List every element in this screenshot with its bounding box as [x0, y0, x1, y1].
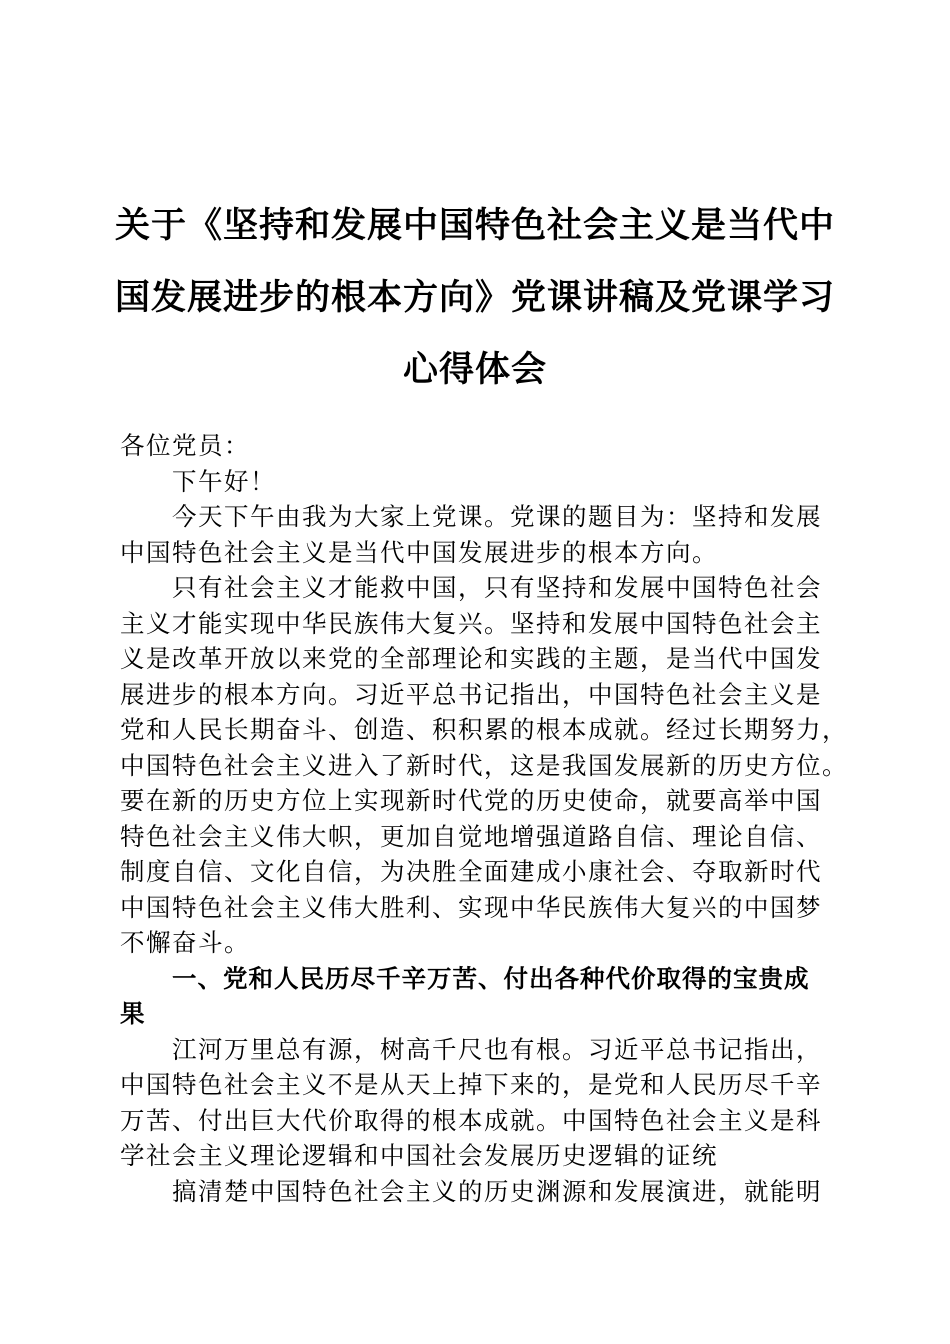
text-line: 制度自信、文化自信，为决胜全面建成小康社会、夺取新时代: [120, 857, 822, 886]
title-line: 心得体会: [402, 350, 547, 390]
text-line: 要在新的历史方位上实现新时代党的历史使命，就要高举中国: [120, 786, 822, 815]
text-line: 中国特色社会主义伟大胜利、实现中华民族伟大复兴的中国梦: [120, 892, 822, 922]
text-line: 中国特色社会主义是当代中国发展进步的根本方向。: [120, 537, 718, 567]
text-line: 一、党和人民历尽千辛万苦、付出各种代价取得的宝贵成: [172, 963, 810, 993]
text-line: 学社会主义理论逻辑和中国社会发展历史逻辑的证统: [120, 1141, 718, 1170]
greeting: [120, 464, 840, 500]
text-line: 中国特色社会主义进入了新时代，这是我国发展新的历史方位。: [120, 750, 848, 780]
text-line: 只有社会主义才能救中国，只有坚持和发展中国特色社会: [172, 573, 822, 602]
paragraph-intro: [120, 499, 840, 570]
text-line: 今天下午由我为大家上党课。党课的题目为：坚持和发展: [172, 502, 822, 531]
section-heading: [120, 961, 840, 1032]
text-line: 江河万里总有源，树高千尺也有根。习近平总书记指出，: [172, 1034, 822, 1064]
text-line: 万苦、付出巨大代价取得的根本成就。中国特色社会主义是科: [120, 1105, 822, 1135]
title-line: 关于《坚持和发展中国特色社会主义是当代中: [114, 206, 835, 246]
text-line: 义是改革开放以来党的全部理论和实践的主题，是当代中国发: [120, 644, 822, 673]
paragraph-origin: [120, 1032, 840, 1174]
text-line: 不懈奋斗。: [120, 928, 250, 957]
salutation: [120, 428, 840, 464]
text-line: 党和人民长期奋斗、创造、积积累的根本成就。经过长期努力，: [120, 715, 848, 744]
paragraph-history: [120, 1174, 840, 1210]
text-line: 果: [120, 999, 146, 1028]
text-line: 特色社会主义伟大帜，更加自觉地增强道路自信、理论自信、: [120, 821, 822, 851]
text-line: 下午好！: [172, 466, 276, 496]
paragraph-main: [120, 570, 848, 961]
title-line: 国发展进步的根本方向》党课讲稿及党课学习: [114, 278, 835, 318]
text-line: 中国特色社会主义不是从天上掉下来的，是党和人民历尽千辛: [120, 1070, 822, 1099]
text-line: 搞清楚中国特色社会主义的历史渊源和发展演进，就能明: [172, 1176, 822, 1206]
text-line: 主义才能实现中华民族伟大复兴。坚持和发展中国特色社会主: [120, 608, 822, 638]
document-body: [120, 428, 848, 1209]
text-line: 展进步的根本方向。习近平总书记指出，中国特色社会主义是: [120, 679, 822, 709]
document-title: [100, 190, 850, 406]
text-line: 各位党员：: [120, 431, 250, 460]
